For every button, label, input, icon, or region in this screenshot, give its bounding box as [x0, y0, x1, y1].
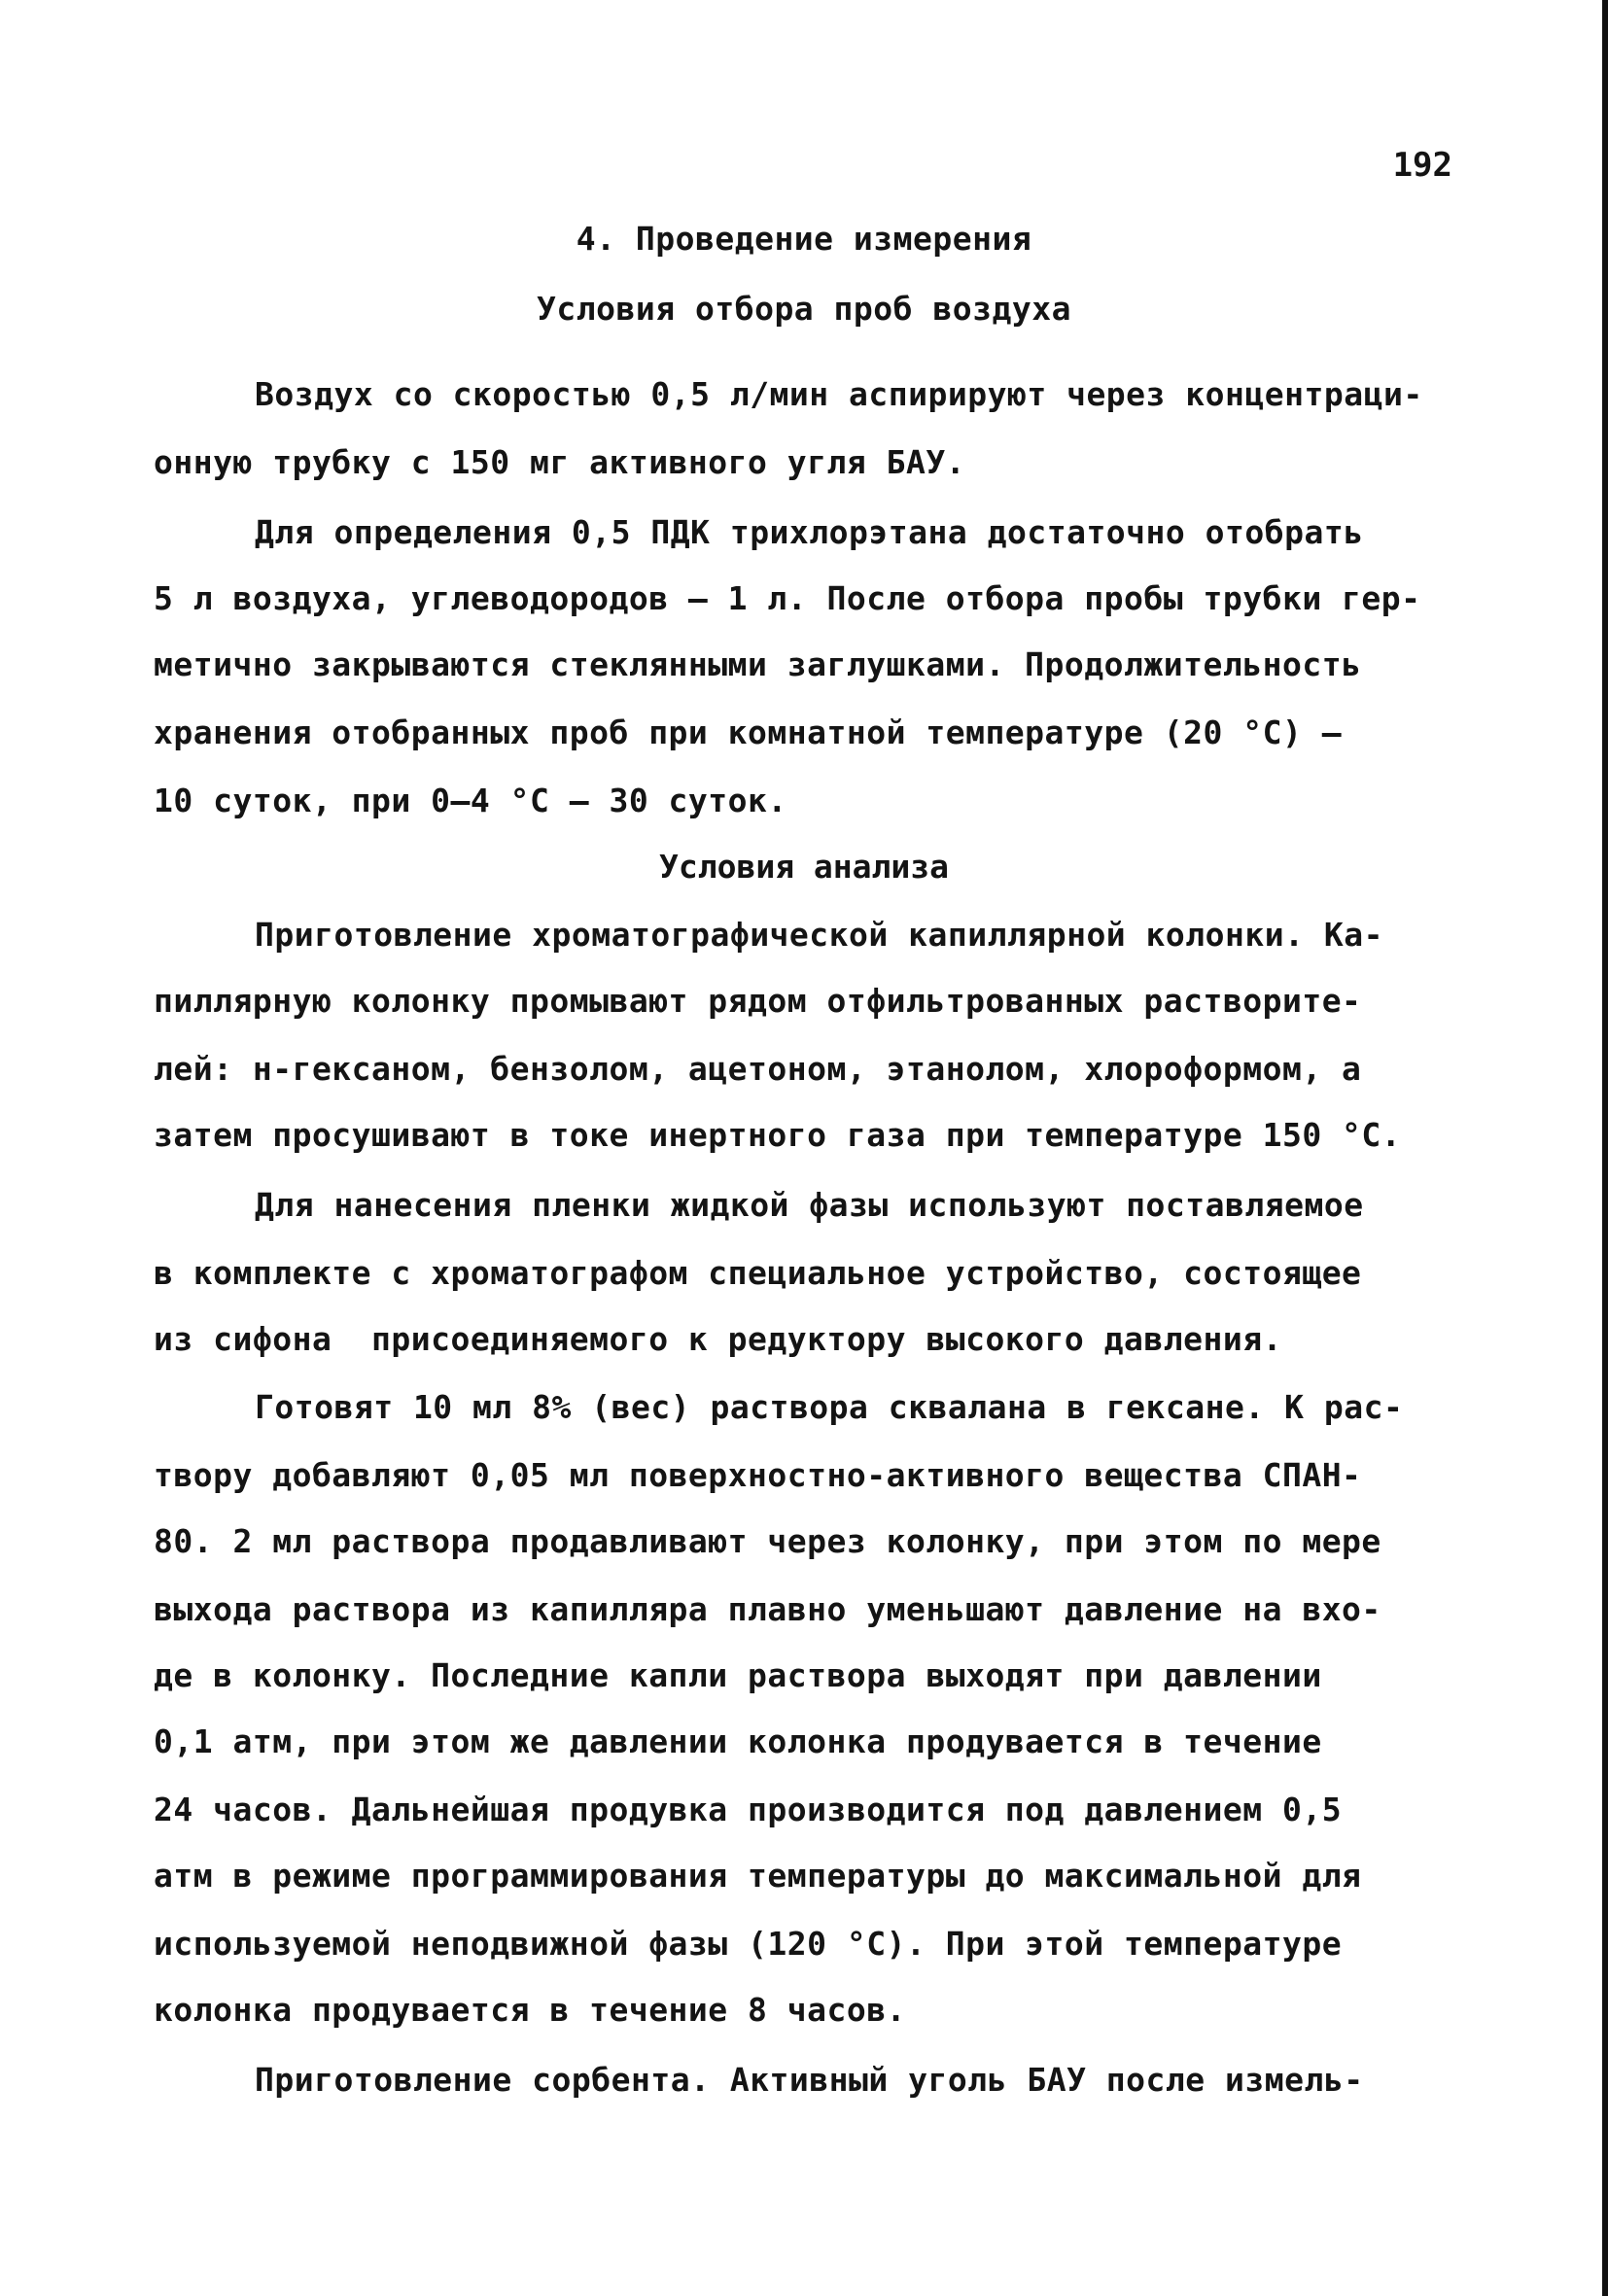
text-line: лей: н-гексаном, бензолом, ацетоном, этанолом, хлороформом, а [154, 1050, 1362, 1088]
text-line: 10 суток, при 0–4 °С – 30 суток. [154, 782, 787, 819]
page-number: 192 [1392, 146, 1452, 185]
text-line: 80. 2 мл раствора продавливают через колонку, при этом по мере [154, 1522, 1381, 1560]
text-line: де в колонку. Последние капли раствора выходят при давлении [154, 1656, 1322, 1694]
text-line: 0,1 атм, при этом же давлении колонка продувается в течение [154, 1722, 1322, 1760]
text-line: выхода раствора из капилляра плавно уменьшают давление на вхо- [154, 1590, 1381, 1628]
text-line: 24 часов. Дальнейшая продувка производится под давлением 0,5 [154, 1791, 1343, 1828]
text-line: Готовят 10 мл 8% (вес) раствора сквалана в гексане. К рас- [255, 1388, 1404, 1426]
text-line: Для нанесения пленки жидкой фазы используют поставляемое [255, 1186, 1364, 1224]
text-line: Для определения 0,5 ПДК трихлорэтана достаточно отобрать [255, 513, 1364, 551]
text-line: в комплекте с хроматографом специальное устройство, состоящее [154, 1254, 1362, 1292]
text-line: 5 л воздуха, углеводородов – 1 л. После отбора пробы трубки гер- [154, 579, 1421, 617]
text-line: Приготовление хроматографической капиллярной колонки. Ка- [255, 916, 1383, 954]
text-line: Воздух со скоростью 0,5 л/мин аспирируют через концентраци- [255, 375, 1423, 413]
text-line: атм в режиме программирования температуры до максимальной для [154, 1857, 1362, 1895]
subsection-title-sampling: Условия отбора проб воздуха [537, 290, 1071, 328]
text-line: используемой неподвижной фазы (120 °С). При этой температуре [154, 1925, 1343, 1963]
section-title: 4. Проведение измерения [576, 220, 1032, 258]
text-line: колонка продувается в течение 8 часов. [154, 1991, 906, 2029]
page-edge [1602, 0, 1608, 2296]
text-line: из сифона присоединяемого к редуктору высокого давления. [154, 1320, 1282, 1358]
text-line: Приготовление сорбента. Активный уголь БАУ после измель- [255, 2061, 1364, 2099]
subsection-title-analysis: Условия анализа [658, 848, 949, 886]
text-line: метично закрываются стеклянными заглушками. Продолжительность [154, 645, 1362, 683]
text-line: твору добавляют 0,05 мл поверхностно-активного вещества СПАН- [154, 1456, 1362, 1494]
text-line: затем просушивают в токе инертного газа при температуре 150 °С. [154, 1116, 1402, 1154]
text-line: онную трубку с 150 мг активного угля БАУ. [154, 443, 966, 481]
text-line: хранения отобранных проб при комнатной температуре (20 °С) – [154, 713, 1343, 751]
text-line: пиллярную колонку промывают рядом отфильтрованных растворите- [154, 982, 1362, 1020]
